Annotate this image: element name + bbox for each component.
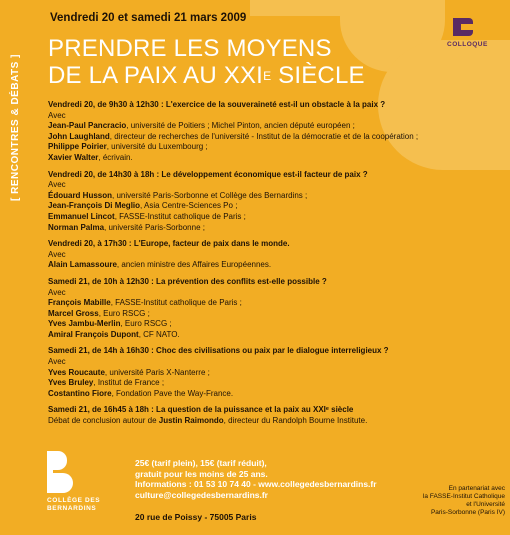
speaker-affiliation: , université de Poitiers ; Michel Pinton, ancien député européen ; — [126, 121, 355, 131]
session-title: Vendredi 20, de 9h30 à 12h30 : L'exercice de la souveraineté est-il un obstacle à la paix ? — [48, 100, 386, 109]
closing-text-part: Débat de conclusion autour de — [48, 416, 159, 426]
speaker — [48, 212, 488, 223]
avec-label: Avec — [48, 287, 66, 297]
college-b-icon — [47, 451, 73, 493]
speaker-name: John Laughland — [48, 131, 110, 141]
speaker — [48, 319, 488, 330]
info-free: gratuit pour les moins de 25 ans. — [135, 468, 268, 479]
speaker-name: Marcel Gross — [48, 308, 99, 318]
speaker — [48, 121, 488, 132]
speaker-affiliation: , FASSE-Institut catholique de Paris ; — [110, 298, 242, 308]
speaker-name: Norman Palma — [48, 222, 105, 232]
college-logo — [47, 451, 117, 513]
avec-label: Avec — [48, 110, 66, 120]
colloque-logo — [447, 18, 497, 48]
speaker-name: Amiral François Dupont — [48, 329, 139, 339]
session-title: Samedi 21, de 10h à 12h30 : La prévention des conflits est-elle possible ? — [48, 276, 327, 286]
speaker — [48, 201, 488, 212]
speaker-affiliation: , Asia Centre-Sciences Po ; — [140, 201, 238, 211]
info-contact[interactable]: Informations : 01 53 10 74 40 - www.collegedesbernardins.fr — [135, 479, 377, 489]
speaker-affiliation: , université Paris-Sorbonne ; — [104, 222, 205, 232]
speaker-affiliation: , Institut de France ; — [93, 378, 165, 388]
avec-label: Avec — [48, 180, 66, 190]
speaker-affiliation: , écrivain. — [98, 152, 133, 162]
session-title: Vendredi 20, de 14h30 à 18h : Le développement économique est-il facteur de paix ? — [48, 169, 368, 179]
session-title: Samedi 21, de 16h45 à 18h : La question de la puissance et la paix au XXIᵉ siècle — [48, 405, 354, 415]
speaker — [48, 142, 488, 153]
speaker — [48, 153, 488, 164]
speaker — [48, 223, 488, 234]
speaker — [48, 132, 488, 143]
speaker — [48, 368, 488, 379]
speaker-affiliation: , université du Luxembourg ; — [106, 142, 208, 152]
avec-label: Avec — [48, 357, 66, 367]
speaker-name: Yves Roucaute — [48, 367, 105, 377]
speaker-name: Costantino Fiore — [48, 388, 112, 398]
speaker-name: Xavier Walter — [48, 152, 99, 162]
background-shape — [250, 0, 340, 16]
ticket-info — [135, 458, 395, 500]
series-label — [5, 22, 25, 232]
avec-label: Avec — [48, 249, 66, 259]
venue-address: 20 rue de Poissy - 75005 Paris — [135, 512, 257, 522]
speaker — [48, 389, 488, 400]
partners: En partenariat avec la FASSE-Institut Catholique et l'Université Paris-Sorbonne (Paris IV) — [422, 485, 505, 516]
info-price: 25€ (tarif plein), 15€ (tarif réduit), — [135, 458, 267, 468]
speaker-affiliation: , Euro RSCG ; — [120, 319, 172, 329]
speaker — [48, 191, 488, 202]
speaker-affiliation: , Fondation Pave the Way-France. — [111, 388, 234, 398]
series-label-text: [ RENCONTRES & DÉBATS ] — [9, 53, 21, 201]
speaker-affiliation: , Euro RSCG ; — [98, 308, 150, 318]
title-line-1: PRENDRE LES MOYENS — [48, 35, 332, 62]
speaker-name: Édouard Husson — [48, 190, 113, 200]
speaker-affiliation: , FASSE-Institut catholique de Paris ; — [114, 211, 246, 221]
speaker-name: Philippe Poirier — [48, 142, 107, 152]
session-closing — [48, 405, 488, 426]
closing-text — [48, 416, 488, 427]
event-title — [48, 35, 408, 89]
closing-text-part: , directeur du Randolph Bourne Institute. — [223, 416, 368, 426]
speaker-name: Justin Raimondo — [158, 416, 224, 426]
program — [48, 100, 488, 433]
speaker-name: Emmanuel Lincot — [48, 211, 115, 221]
session — [48, 277, 488, 341]
speaker-name: Jean-Paul Pancracio — [48, 121, 127, 131]
speaker-name: Yves Bruley — [48, 378, 94, 388]
event-dates: Vendredi 20 et samedi 21 mars 2009 — [50, 12, 247, 24]
speaker-affiliation: , directeur de recherches de l'université - Institut de la démocratie et de la coopération ; — [109, 131, 419, 141]
speaker — [48, 260, 488, 271]
speaker — [48, 298, 488, 309]
speaker — [48, 330, 488, 341]
speaker — [48, 378, 488, 389]
speaker-name: François Mabille — [48, 298, 111, 308]
session — [48, 346, 488, 399]
session-title: Samedi 21, de 14h à 16h30 : Choc des civilisations ou paix par le dialogue interreligieux ? — [48, 346, 389, 356]
colloque-label: COLLOQUE — [447, 41, 488, 48]
session — [48, 100, 488, 164]
college-logo-text: COLLÈGE DES BERNARDINS — [47, 497, 101, 512]
speaker-affiliation: , université Paris-Sorbonne et Collège des Bernardins ; — [112, 190, 308, 200]
speaker-name: Alain Lamassoure — [48, 260, 117, 270]
colloque-mark-icon — [453, 18, 473, 36]
speaker-affiliation: , CF NATO. — [138, 329, 180, 339]
info-email[interactable]: culture@collegedesbernardins.fr — [135, 489, 268, 500]
session — [48, 239, 488, 271]
title-line-2: DE LA PAIX AU $XXI^E$ SIÈCLE — [48, 62, 365, 89]
speaker — [48, 309, 488, 320]
speaker-affiliation: , université Paris X-Nanterre ; — [104, 367, 210, 377]
session-title: Vendredi 20, à 17h30 : L'Europe, facteur de paix dans le monde. — [48, 239, 290, 249]
speaker-name: Jean-François Di Meglio — [48, 201, 141, 211]
speaker-name: Yves Jambu-Merlin — [48, 319, 121, 329]
session — [48, 170, 488, 234]
speaker-affiliation: , ancien ministre des Affaires Européennes. — [116, 260, 272, 270]
